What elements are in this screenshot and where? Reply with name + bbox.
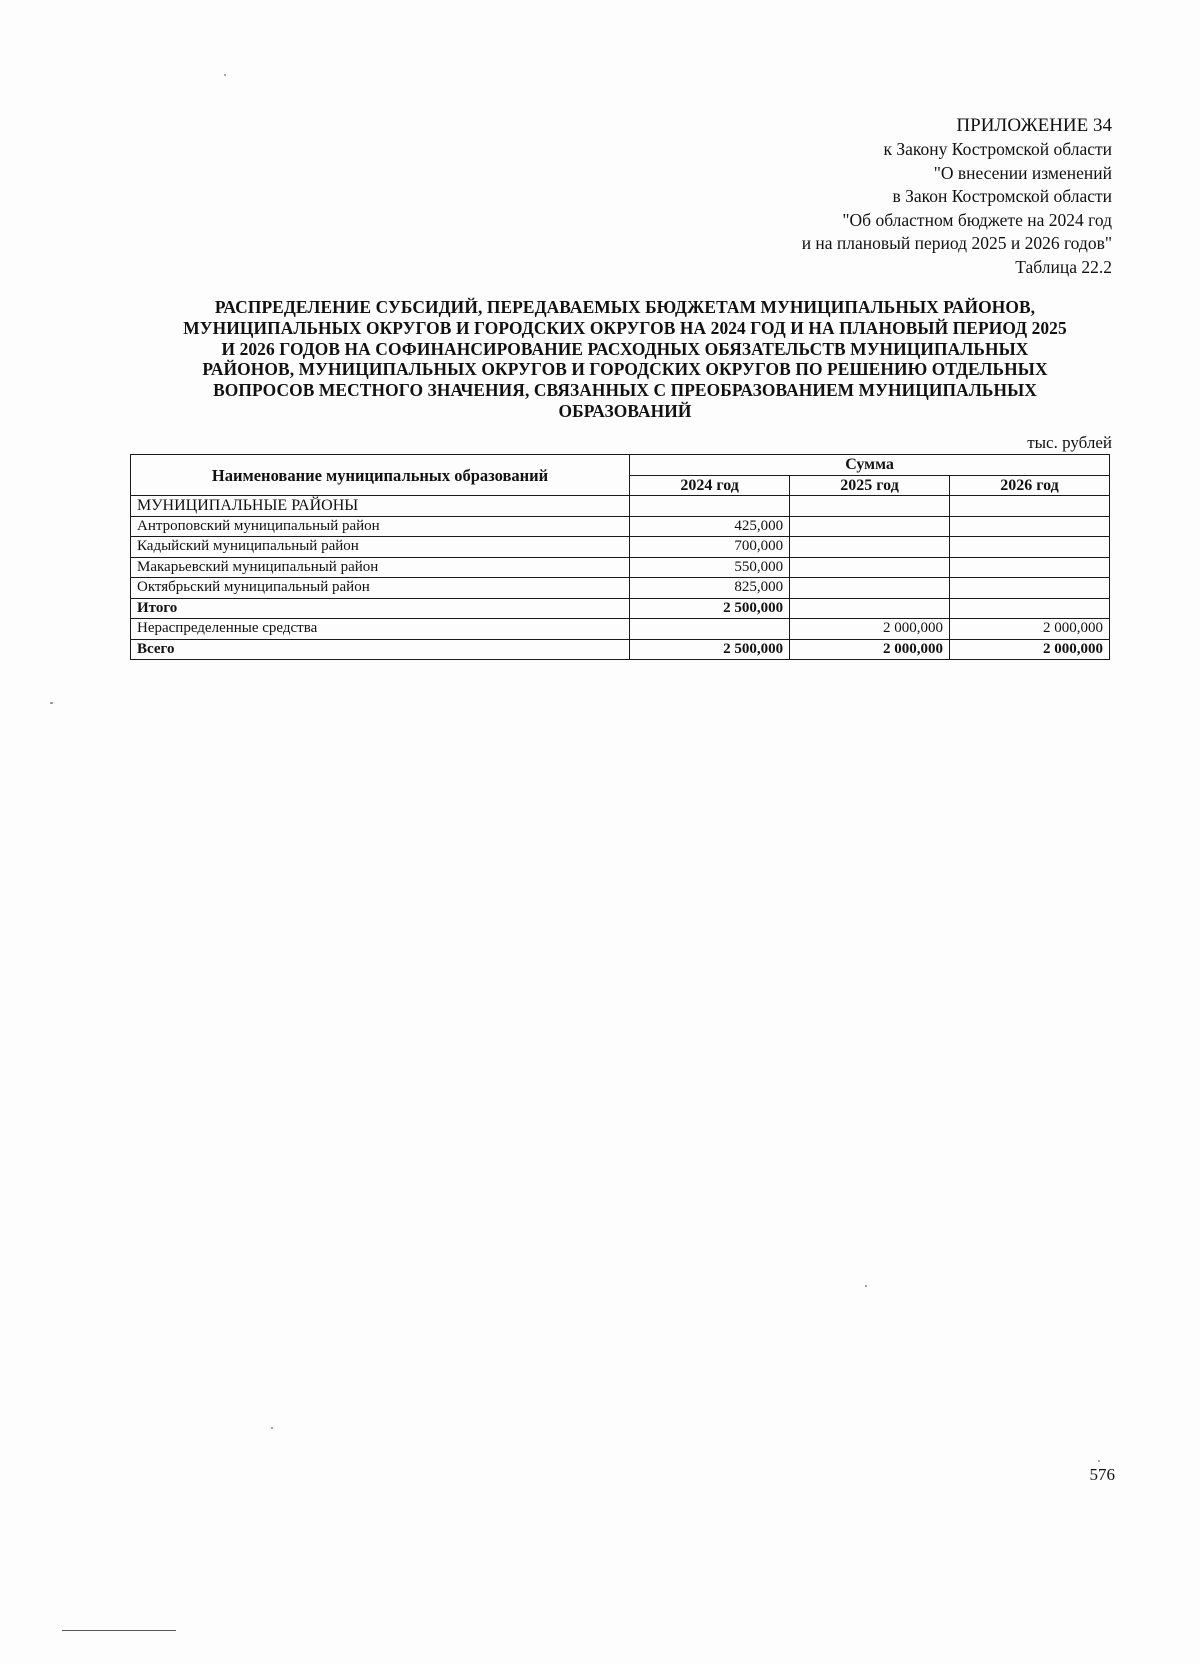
amount-2025 [790,578,950,599]
header-line: и на плановый период 2025 и 2026 годов" [801,233,1112,253]
scan-line [62,1630,176,1631]
amount-2026 [950,516,1110,537]
amount-2025 [790,557,950,578]
title-line: ОБРАЗОВАНИЙ [558,400,692,421]
district-name: Макарьевский муниципальный район [131,557,630,578]
scan-speck [271,1427,273,1429]
empty-cell [790,496,950,517]
appendix-number: ПРИЛОЖЕНИЕ 34 [956,115,1112,136]
table-row [131,516,1110,537]
subtotal-2025 [790,598,950,619]
appendix-header [802,114,1112,279]
total-row [131,639,1110,660]
subtotal-row [131,598,1110,619]
unallocated-2026: 2 000,000 [950,619,1110,640]
amount-2024: 825,000 [630,578,790,599]
subtotal-2024: 2 500,000 [630,598,790,619]
table-row [131,537,1110,558]
amount-2024: 425,000 [630,516,790,537]
units-label: тыс. рублей [1027,433,1112,452]
column-header-2025: 2025 год [790,475,950,496]
amount-2024: 700,000 [630,537,790,558]
title-line: МУНИЦИПАЛЬНЫХ ОКРУГОВ И ГОРОДСКИХ ОКРУГОВ НА 2024 ГОД И НА ПЛАНОВЫЙ ПЕРИОД 2025 [183,317,1067,338]
amount-2025 [790,516,950,537]
table-row [131,578,1110,599]
total-2024: 2 500,000 [630,639,790,660]
page-number: 576 [1089,1465,1115,1484]
unallocated-row [131,619,1110,640]
title-line: РАСПРЕДЕЛЕНИЕ СУБСИДИЙ, ПЕРЕДАВАЕМЫХ БЮДЖЕТАМ МУНИЦИПАЛЬНЫХ РАЙОНОВ, [214,297,1036,317]
section-label: МУНИЦИПАЛЬНЫЕ РАЙОНЫ [131,496,630,517]
unallocated-label: Нераспределенные средства [131,619,630,640]
scan-speck [50,702,53,704]
column-header-sum: Сумма [630,455,1110,476]
amount-2025 [790,537,950,558]
document-title [130,297,1120,422]
district-name: Октябрьский муниципальный район [131,578,630,599]
scan-speck [1098,1460,1100,1462]
title-line: И 2026 ГОДОВ НА СОФИНАНСИРОВАНИЕ РАСХОДНЫХ ОБЯЗАТЕЛЬСТВ МУНИЦИПАЛЬНЫХ [221,338,1029,359]
total-2026: 2 000,000 [950,639,1110,660]
table-label: Таблица 22.2 [1015,256,1112,277]
subsidy-table [130,454,1110,660]
column-header-name: Наименование муниципальных образований [131,455,630,496]
amount-2026 [950,537,1110,558]
header-line: в Закон Костромской области [892,186,1112,206]
column-header-2024: 2024 год [630,475,790,496]
district-name: Антроповский муниципальный район [131,516,630,537]
table-header-row [131,455,1110,476]
header-line: "Об областном бюджете на 2024 год [842,209,1112,230]
table-row [131,557,1110,578]
unallocated-2024 [630,619,790,640]
title-line: ВОПРОСОВ МЕСТНОГО ЗНАЧЕНИЯ, СВЯЗАННЫХ С ПРЕОБРАЗОВАНИЕМ МУНИЦИПАЛЬНЫХ [213,380,1037,401]
unallocated-2025: 2 000,000 [790,619,950,640]
header-line: "О внесении изменений [933,162,1112,183]
empty-cell [950,496,1110,517]
amount-2026 [950,557,1110,578]
column-header-2026: 2026 год [950,475,1110,496]
scan-speck [224,74,226,76]
district-name: Кадыйский муниципальный район [131,537,630,558]
total-2025: 2 000,000 [790,639,950,660]
amount-2026 [950,578,1110,599]
title-line: РАЙОНОВ, МУНИЦИПАЛЬНЫХ ОКРУГОВ И ГОРОДСКИХ ОКРУГОВ ПО РЕШЕНИЮ ОТДЕЛЬНЫХ [202,359,1048,380]
amount-2024: 550,000 [630,557,790,578]
subtotal-label: Итого [131,598,630,619]
subtotal-2026 [950,598,1110,619]
empty-cell [630,496,790,517]
scan-speck [865,1285,867,1287]
section-row [131,496,1110,517]
header-line: к Закону Костромской области [883,139,1112,159]
total-label: Всего [131,639,630,660]
